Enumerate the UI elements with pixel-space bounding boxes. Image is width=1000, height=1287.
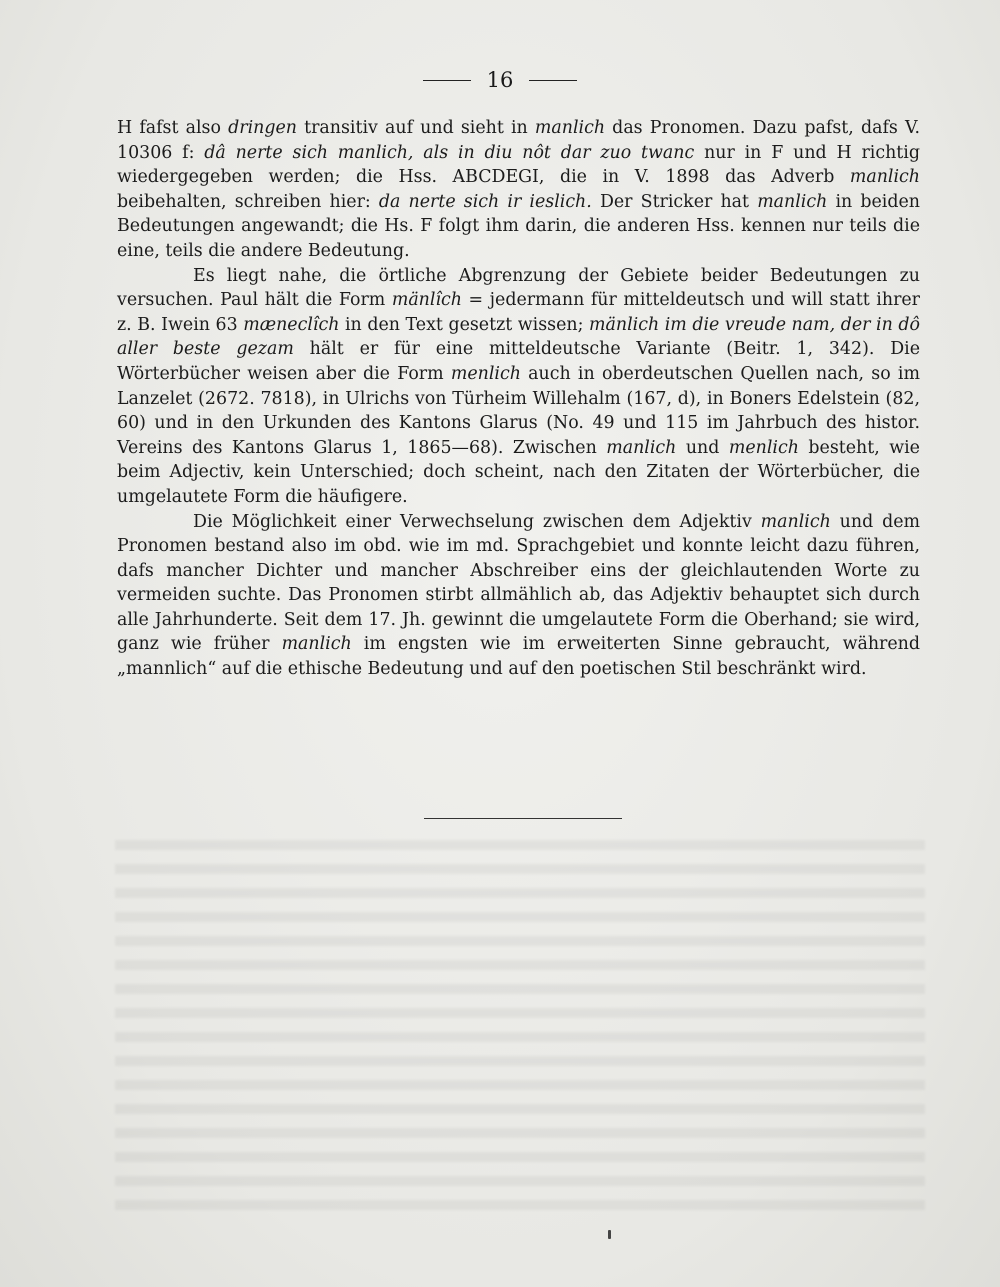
page-header [0,68,1000,92]
section-end-rule [424,818,622,819]
italic-run: manlich [849,167,920,188]
show-through-text [115,840,925,1220]
italic-run: manlich [534,118,606,138]
italic-run: menlich [728,437,799,458]
text-run: Die Möglichkeit einer Verwechselung zwischen dem Adjektiv [193,511,761,532]
italic-run: menlich [450,363,521,384]
italic-run: mæneclîch [243,314,340,335]
italic-run: manlich [281,634,352,655]
italic-run: manlich [760,511,831,532]
text-run: = jedermann für mitteldeutsch und will statt ihrer z. B. Iwein 63 [117,290,920,335]
paragraph-2 [117,264,920,510]
scan-speck [608,1230,611,1239]
paragraph-1 [117,116,920,264]
text-run: im engsten wie im erweiterten Sinne gebraucht, während „mannlich“ auf die ethische Bedeutung und auf den poetischen Stil beschränkt wird. [117,634,920,680]
italic-run: manlich [757,191,828,212]
text-run: H fafst also [117,118,229,138]
italic-run: manlich [606,437,677,458]
italic-run: dâ nerte sich manlich, als in diu nôt dar zuo twanc [204,142,695,163]
italic-run: da nerte sich ir ieslich. [378,191,592,212]
text-run: in den Text gesetzt wissen; [339,314,590,335]
text-run: Der Stricker hat [591,191,758,212]
header-rule-left [423,80,471,81]
text-run: hält er für eine mitteldeutsche Variante (Beitr. 1, 342). Die Wörterbücher weisen aber die Form [117,339,920,384]
text-run: Es liegt nahe, die örtliche Abgrenzung der Gebiete beider Bedeutungen zu versuchen. Paul hält die Form [117,265,920,311]
body-text [117,116,920,682]
text-run: in beiden Bedeutungen angewandt; die Hs. F folgt ihm darin, die anderen Hss. kennen nur teils die eine, teils die andere Bedeutung. [117,191,920,261]
text-run: und dem Pronomen bestand also im obd. wie im md. Sprachgebiet und konnte leicht dazu führen, dafs mancher Dichter und mancher Abschreiber eins der gleichlautenden Worte zu vermeiden suchte. Das Pronomen stirbt allmählich ab, das Adjektiv behauptet sich durch alle Jahrhunderte. Seit dem 17. Jh. gewinnt die umgelautete Form die Oberhand; sie wird, ganz wie früher [117,511,920,655]
italic-run: dringen [228,118,297,138]
text-run: transitiv auf und sieht in [296,118,535,138]
italic-run: mänlich im die vreude nam, der in dô aller beste gezam [117,314,920,360]
page-number: 16 [486,68,514,92]
text-run: das Pronomen. Dazu pafst, dafs V. 10306 f: [117,118,921,163]
text-run: besteht, wie beim Adjectiv, kein Unterschied; doch scheint, nach den Zitaten der Wörterbücher, die umgelautete Form die häufigere. [117,437,920,507]
header-rule-right [529,80,577,81]
text-run: nur in F und H richtig wiedergegeben werden; die Hss. ABCDEGI, die in V. 1898 das Adverb [117,142,920,188]
text-run: auch in oberdeutschen Quellen nach, so im Lanzelet (2672. 7818), in Ulrichs von Türheim Willehalm (167, d), in Boners Edelstein (82, 60) und in den Urkunden des Kantons Glarus (No. 49 und 115 im Jahrbuch des histor. Vereins des Kantons Glarus 1, 1865—68). Zwischen [117,363,920,458]
text-run: und [676,437,729,458]
paragraph-3 [117,510,920,682]
text-run: beibehalten, schreiben hier: [117,191,379,212]
italic-run: mänlîch [391,290,462,311]
